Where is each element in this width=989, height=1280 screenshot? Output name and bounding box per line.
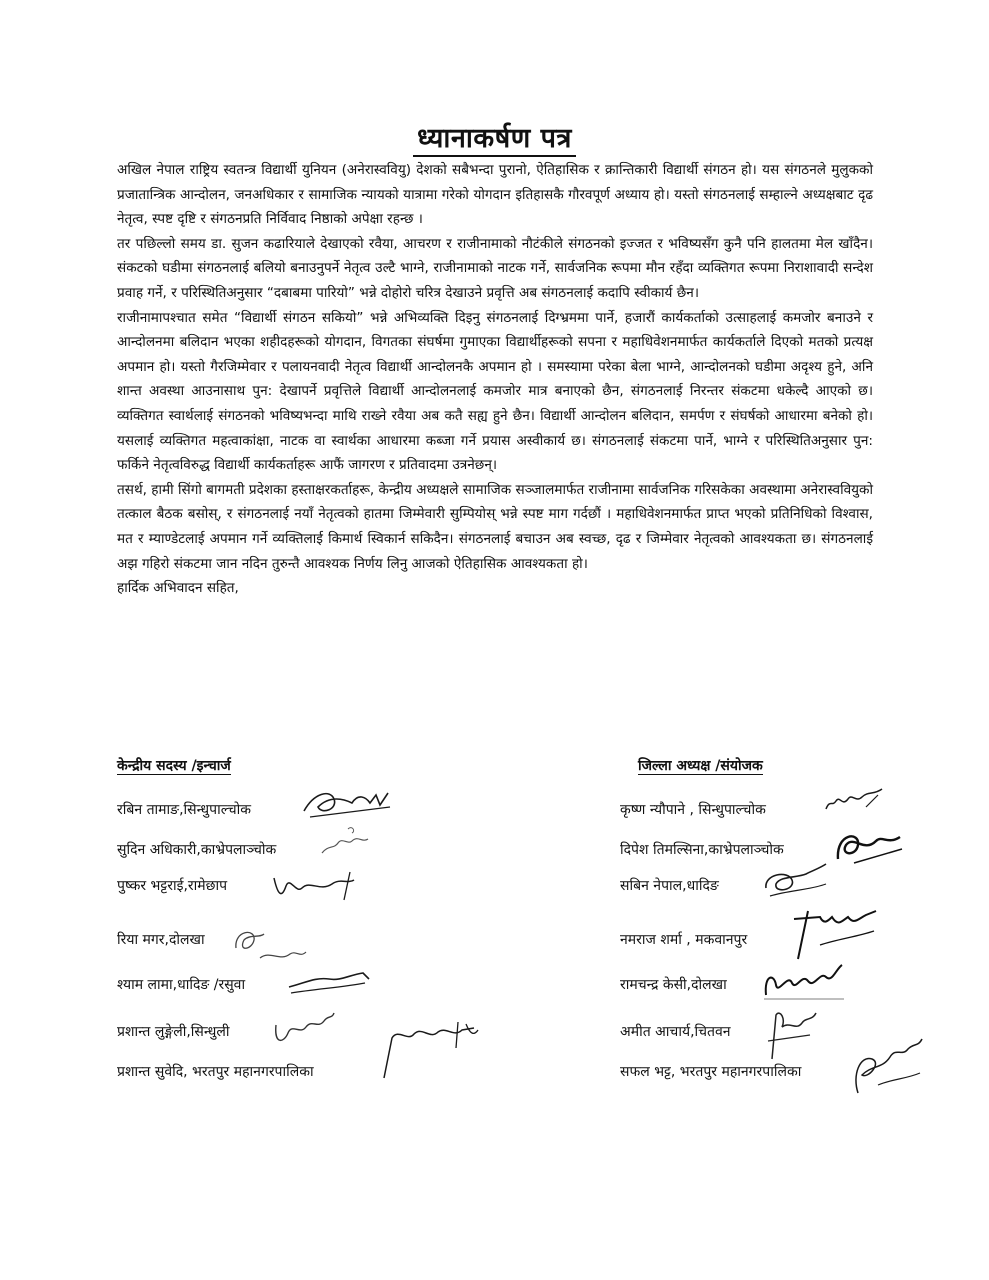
right-signatory-4: नमराज शर्मा , मकवानपुर — [620, 932, 748, 948]
paragraph-4: तसर्थ, हामी सिंगो बागमती प्रदेशका हस्ताक्षरकर्ताहरू, केन्द्रीय अध्यक्षले सामाजिक सञ्जालमार्फत राजीनामा सार्वजनिक गरिसकेका अवस्थामा अनेरास्ववियुको तत्काल बैठक बसोस्, र संगठनलाई नयाँ नेतृत्वको हातमा जिम्मेवारी सुम्पियोस् भन्ने स्पष्ट माग गर्दछौं । महाधिवेशनमार्फत प्राप्त भएको प्रतिनिधिको विश्वास, मत र म्याण्डेटलाई अपमान गर्ने व्यक्तिलाई किमार्थ स्विकार्न सकिदैन। संगठनलाई बचाउन अब स्वच्छ, दृढ र जिम्मेवार नेतृत्वको आवश्यकता छ। संगठनलाई अझ गहिरो संकटमा जान नदिन तुरुन्तै आवश्यक निर्णय लिनु आजको ऐतिहासिक आवश्यकता हो। — [117, 481, 873, 572]
letter-title: ध्यानाकर्षण पत्र — [0, 118, 989, 155]
signature-left-5 — [285, 965, 375, 1000]
left-signatory-7: प्रशान्त सुवेदि, भरतपुर महानगरपालिका — [117, 1064, 314, 1080]
signature-left-1 — [300, 785, 395, 825]
signature-right-7 — [848, 1035, 928, 1100]
right-signatory-5: रामचन्द्र केसी,दोलखा — [620, 977, 727, 993]
paragraph-3: राजीनामापश्चात समेत “विद्यार्थी संगठन सकियो” भन्ने अभिव्यक्ति दिइनु संगठनलाई दिग्भ्रममा पार्ने, हजारौं कार्यकर्ताको उत्साहलाई कमजोर बनाउने र आन्दोलनमा बलिदान भएका शहीदहरूको योगदान, विगतका संघर्षमा गुमाएका विद्यार्थीहरूको सपना र महाधिवेशनमार्फत कार्यकर्ताले दिएको मतको प्रत्यक्ष अपमान हो। यस्तो गैरजिम्मेवार र पलायनवादी नेतृत्व विद्यार्थी आन्दोलनकै अपमान हो । समस्यामा परेका बेला भाग्ने, आन्दोलनको घडीमा अदृश्य हुने, अनि शान्त अवस्था आउनासाथ पुन: देखापर्ने प्रवृत्तिले विद्यार्थी आन्दोलनलाई कमजोर मात्र बनाएको छैन, संगठनलाई निरन्तर संकटमा धकेल्दै आएको छ। व्यक्तिगत स्वार्थलाई संगठनको भविष्यभन्दा माथि राख्ने रवैया अब कतै सह्य हुने छैन। विद्यार्थी आन्दोलन बलिदान, समर्पण र संघर्षको आधारमा बनेको हो। यसलाई व्यक्तिगत महत्वाकांक्षा, नाटक वा स्वार्थका आधारमा कब्जा गर्ने प्रयास अस्वीकार्य छ। संगठनलाई संकटमा पार्ने, भाग्ने र परिस्थितिअनुसार पुन: फर्किने नेतृत्वविरुद्ध विद्यार्थी कार्यकर्ताहरू आफैं जागरण र प्रतिवादमा उत्रनेछन्। — [117, 309, 873, 474]
right-signatory-2: दिपेश तिमल्सिना,काभ्रेपलाञ्चोक — [620, 842, 784, 858]
left-signatory-3: पुष्कर भट्टराई,रामेछाप — [117, 878, 228, 894]
right-signatory-3: सबिन नेपाल,धादिङ — [620, 878, 719, 894]
left-signatory-1: रबिन तामाङ,सिन्धुपाल्चोक — [117, 802, 251, 818]
left-signatory-2: सुदिन अधिकारी,काभ्रेपलाञ्चोक — [117, 842, 277, 858]
letter-body — [117, 158, 873, 601]
left-signatory-5: श्याम लामा,धादिङ /रसुवा — [117, 977, 246, 993]
signature-right-2 — [830, 823, 910, 868]
right-signatory-6: अमीत आचार्य,चितवन — [620, 1024, 731, 1040]
left-signatory-6: प्रशान्त लुङ्गेली,सिन्धुली — [117, 1024, 230, 1040]
right-signatory-1: कृष्ण न्यौपाने , सिन्धुपाल्चोक — [620, 802, 766, 818]
signature-right-5 — [760, 955, 850, 1005]
left-column-heading: केन्द्रीय सदस्य /इन्चार्ज — [117, 758, 231, 774]
signature-left-7 — [378, 1018, 498, 1088]
signature-left-6 — [270, 1005, 340, 1050]
left-signatory-4: रिया मगर,दोलखा — [117, 932, 205, 948]
right-column-heading: जिल्ला अध्यक्ष /संयोजक — [638, 758, 763, 774]
signature-left-3 — [270, 866, 365, 906]
signature-right-6 — [762, 1005, 822, 1065]
right-signatory-7: सफल भट्ट, भरतपुर महानगरपालिका — [620, 1064, 802, 1080]
signature-left-2 — [318, 823, 373, 863]
paragraph-2: तर पछिल्लो समय डा. सुजन कढारियाले देखाएको रवैया, आचरण र राजीनामाको नौटंकीले संगठनको इज्जत र भविष्यसँग कुनै पनि हालतमा मेल खाँदैन। संकटको घडीमा संगठनलाई बलियो बनाउनुपर्ने नेतृत्व उल्टै भाग्ने, राजीनामाको नाटक गर्ने, सार्वजनिक रूपमा मौन रहँदा व्यक्तिगत रूपमा निराशावादी सन्देश प्रवाह गर्ने, र परिस्थितिअनुसार “दबाबमा पारियो” भन्ने दोहोरो चरित्र देखाउने प्रवृत्ति अब संगठनलाई कदापि स्वीकार्य छैन। — [117, 235, 873, 301]
closing-greeting: हार्दिक अभिवादन सहित, — [117, 580, 239, 597]
paragraph-1: अखिल नेपाल राष्ट्रिय स्वतन्त्र विद्यार्थी युनियन (अनेरास्ववियु) देशको सबैभन्दा पुरानो, ऐतिहासिक र क्रान्तिकारी विद्यार्थी संगठन हो। यस संगठनले मुलुकको प्रजातान्त्रिक आन्दोलन, जनअधिकार र सामाजिक न्यायको यात्रामा गरेको योगदान इतिहासकै गौरवपूर्ण अध्याय हो। यस्तो संगठनलाई सम्हाल्ने अध्यक्षबाट दृढ नेतृत्व, स्पष्ट दृष्टि र संगठनप्रति निर्विवाद निष्ठाको अपेक्षा रहन्छ । — [117, 162, 873, 228]
signature-right-3 — [760, 860, 835, 905]
signature-right-1 — [822, 785, 892, 825]
